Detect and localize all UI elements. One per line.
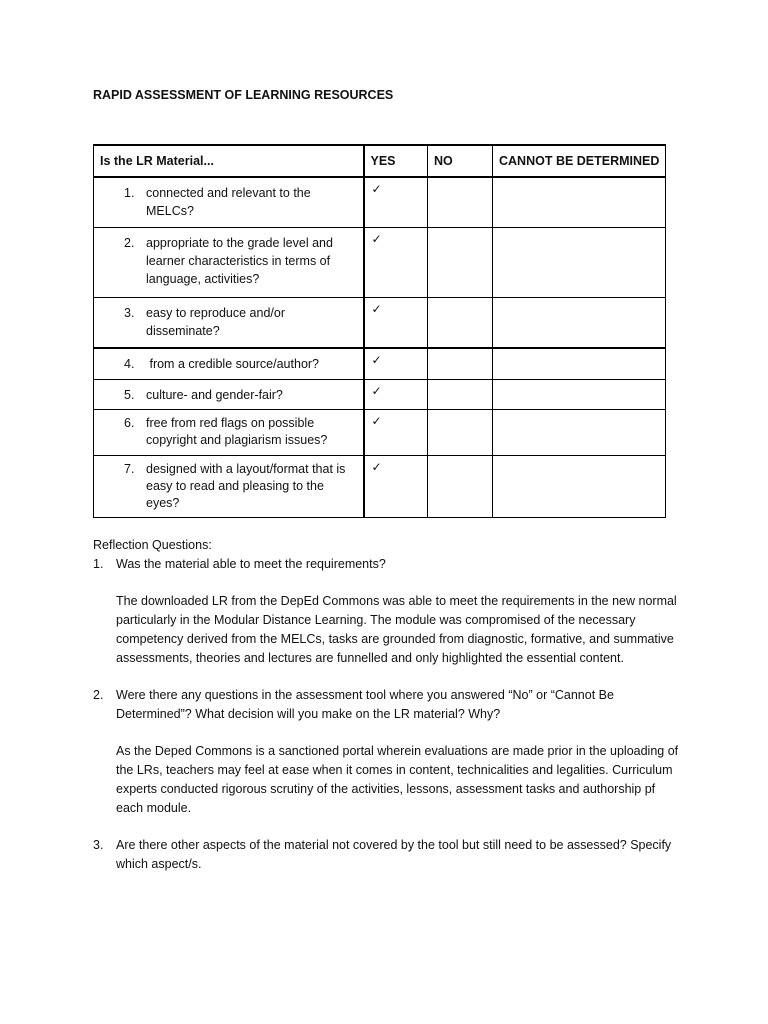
reflection-question xyxy=(93,686,683,724)
item-text: appropriate to the grade level and learner characteristics in terms of language, activities? xyxy=(146,235,333,286)
item-text: culture- and gender-fair? xyxy=(146,387,283,402)
reflection-question xyxy=(93,555,683,574)
answer-text: The downloaded LR from the DepEd Commons was able to meet the requirements in the new normal particularly in the Modular Distance Learning. The module was compromised of the necessary competency derived from the MELCs, tasks are grounded from diagnostic, formative, and summative assessments, theories and lectures are funnelled and only highlighted the essential content. xyxy=(116,594,677,665)
checkmark-icon: ✓ xyxy=(371,383,382,398)
cbd-cell xyxy=(493,227,666,297)
no-cell xyxy=(428,409,493,455)
item-number: 3. xyxy=(124,305,135,320)
header-yes: YES xyxy=(364,145,428,177)
item-number: 1. xyxy=(124,186,135,200)
item-cell xyxy=(94,455,364,517)
item-cell xyxy=(94,409,364,455)
cbd-cell xyxy=(493,177,666,227)
checkmark-icon: ✓ xyxy=(371,413,382,428)
reflection-heading: Reflection Questions: xyxy=(93,538,212,552)
no-cell xyxy=(428,455,493,517)
item-text: from a credible source/author? xyxy=(146,357,320,371)
cbd-cell xyxy=(493,348,666,379)
table-header-row xyxy=(94,145,666,177)
header-cannot-be-determined: CANNOT BE DETERMINED xyxy=(493,145,666,177)
yes-cell xyxy=(364,409,428,455)
question-number: 2. xyxy=(93,688,104,702)
checkmark-icon: ✓ xyxy=(371,182,382,196)
yes-cell xyxy=(364,348,428,379)
item-number: 6. xyxy=(124,415,135,430)
yes-cell xyxy=(364,297,428,348)
table-row xyxy=(94,348,666,379)
table-row xyxy=(94,455,666,517)
table-row xyxy=(94,297,666,348)
checkmark-icon: ✓ xyxy=(371,301,382,316)
yes-cell xyxy=(364,455,428,517)
table-row xyxy=(94,409,666,455)
item-text: connected and relevant to the MELCs? xyxy=(146,186,311,218)
table-row xyxy=(94,379,666,409)
item-cell xyxy=(94,379,364,409)
cbd-cell xyxy=(493,379,666,409)
item-number: 5. xyxy=(124,387,135,402)
reflection-section xyxy=(93,536,683,874)
question-number: 1. xyxy=(93,557,104,571)
reflection-question xyxy=(93,836,683,874)
cbd-cell xyxy=(493,409,666,455)
checkmark-icon: ✓ xyxy=(371,459,382,474)
table-row xyxy=(94,227,666,297)
document-title: RAPID ASSESSMENT OF LEARNING RESOURCES xyxy=(93,88,394,102)
question-number: 3. xyxy=(93,838,104,852)
item-cell xyxy=(94,227,364,297)
question-text: Were there any questions in the assessment tool where you answered “No” or “Cannot Be Determined”? What decision will you make on the LR material? Why? xyxy=(116,688,614,721)
item-number: 7. xyxy=(124,461,135,476)
no-cell xyxy=(428,297,493,348)
assessment-table xyxy=(93,144,666,518)
no-cell xyxy=(428,227,493,297)
cbd-cell xyxy=(493,297,666,348)
item-text: designed with a layout/format that is easy to read and pleasing to the eyes? xyxy=(146,461,346,510)
cbd-cell xyxy=(493,455,666,517)
no-cell xyxy=(428,348,493,379)
item-cell xyxy=(94,177,364,227)
answer-text: As the Deped Commons is a sanctioned portal wherein evaluations are made prior in the uploading of the LRs, teachers may feel at ease when it comes in content, technicalities and legalities. Curriculum experts conducted rigorous scrutiny of the activities, lessons, assessment tasks and authorship pf each module. xyxy=(116,744,679,815)
header-no: NO xyxy=(428,145,493,177)
item-text: free from red flags on possible copyright and plagiarism issues? xyxy=(146,415,328,447)
table-row xyxy=(94,177,666,227)
yes-cell xyxy=(364,177,428,227)
item-number: 4. xyxy=(124,357,135,371)
checkmark-icon: ✓ xyxy=(371,231,382,246)
no-cell xyxy=(428,379,493,409)
item-number: 2. xyxy=(124,235,135,250)
item-text: easy to reproduce and/or disseminate? xyxy=(146,305,285,338)
item-cell xyxy=(94,297,364,348)
question-text: Was the material able to meet the requirements? xyxy=(116,557,386,571)
checkmark-icon: ✓ xyxy=(371,353,382,367)
header-item: Is the LR Material... xyxy=(94,145,364,177)
yes-cell xyxy=(364,227,428,297)
item-cell xyxy=(94,348,364,379)
no-cell xyxy=(428,177,493,227)
yes-cell xyxy=(364,379,428,409)
question-text: Are there other aspects of the material not covered by the tool but still need to be assessed? Specify which aspect/s. xyxy=(116,838,672,871)
